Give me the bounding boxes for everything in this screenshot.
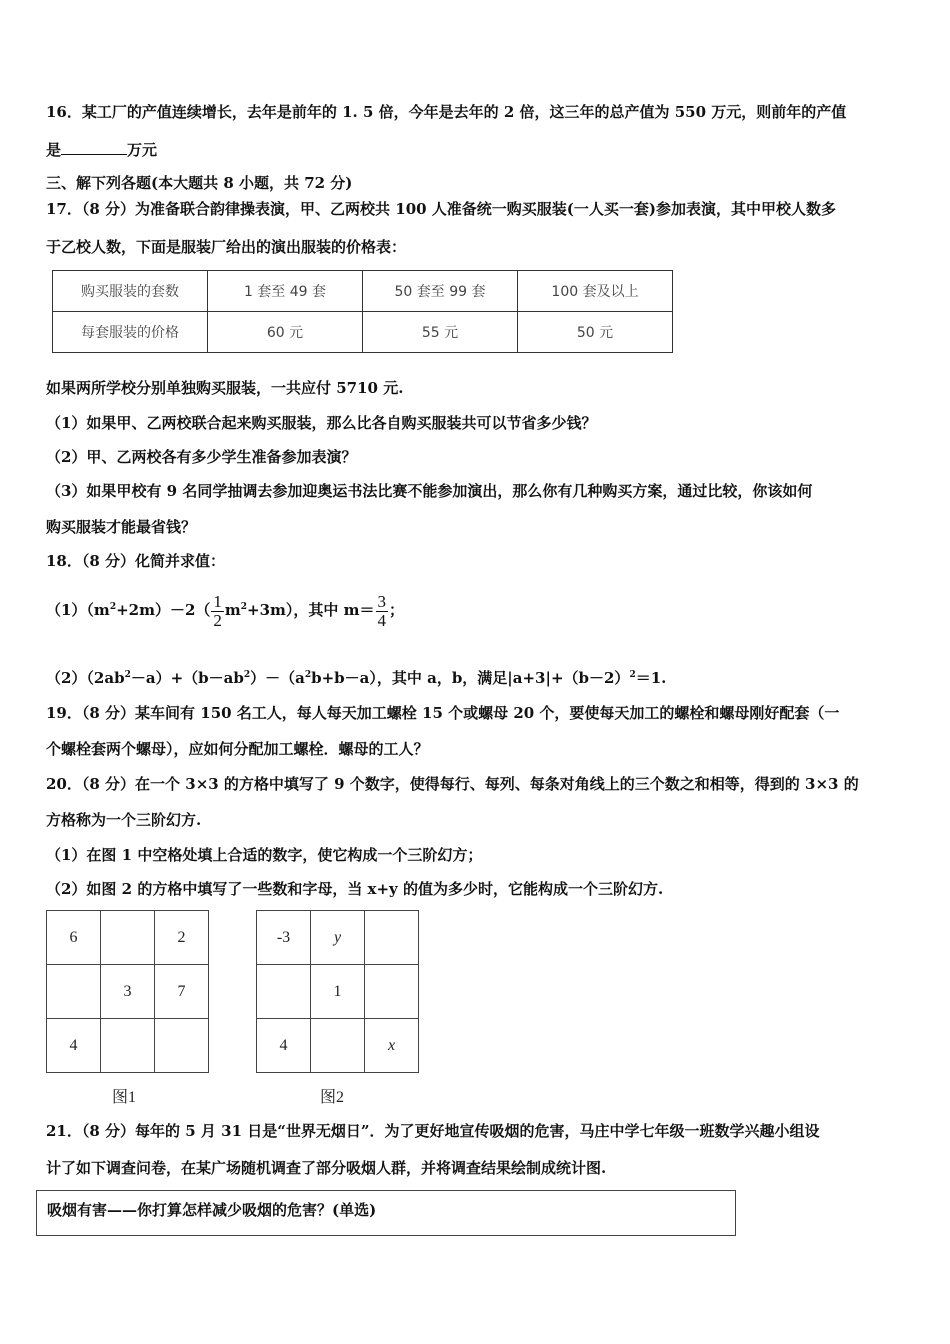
fraction-one-half xyxy=(211,593,224,630)
table-row xyxy=(257,1019,419,1073)
q20-sub2: （2）如图 2 的方格中填写了一些数和字母，当 x+y 的值为多少时，它能构成一个三阶幻方. xyxy=(46,880,664,898)
q18-p1-c: m xyxy=(224,601,241,619)
grid-cell xyxy=(101,911,155,965)
q18-p2-b: －a）+（b－ab xyxy=(130,669,244,687)
fraction-three-quarters xyxy=(376,593,389,630)
q17-line2: 于乙校人数，下面是服装厂给出的演出服装的价格表： xyxy=(46,238,407,256)
grid-cell: y xyxy=(311,911,365,965)
q18-part2 xyxy=(46,668,666,688)
q18-p2-a: （2）（2ab xyxy=(46,669,125,687)
table-row xyxy=(257,911,419,965)
table-row xyxy=(47,965,209,1019)
table-cell: 55 元 xyxy=(363,312,518,353)
fraction-denominator: 4 xyxy=(377,610,387,630)
section-heading: 三、解下列各题(本大题共 8 小题，共 72 分) xyxy=(46,174,353,192)
grid-cell: 2 xyxy=(155,911,209,965)
q17-sub1: （1）如果甲、乙两校联合起来购买服装，那么比各自购买服装共可以节省多少钱？ xyxy=(46,414,597,432)
q17-line3: 如果两所学校分别单独购买服装，一共应付 5710 元. xyxy=(46,379,404,397)
q16-line2-post: 万元 xyxy=(127,141,158,159)
grid-cell: -3 xyxy=(257,911,311,965)
grid-cell: 6 xyxy=(47,911,101,965)
q18-title: 18．（8 分）化简并求值： xyxy=(46,552,226,570)
exponent: 2 xyxy=(243,670,251,680)
q18-p2-e: ＝1. xyxy=(635,669,667,687)
fraction-numerator: 3 xyxy=(377,591,387,611)
q20-line2: 方格称为一个三阶幻方. xyxy=(46,811,202,829)
q21-line2: 计了如下调查问卷，在某广场随机调查了部分吸烟人群，并将调查结果绘制成统计图. xyxy=(46,1159,607,1177)
answer-blank xyxy=(61,140,127,155)
exponent: 2 xyxy=(240,602,248,612)
fraction-denominator: 2 xyxy=(213,610,222,630)
q19-line1: 19．（8 分）某车间有 150 名工人，每人每天加工螺栓 15 个或螺母 20 个，要使每天加工的螺栓和螺母刚好配套（一 xyxy=(46,704,840,722)
grid-cell: 1 xyxy=(311,965,365,1019)
q16-line2-pre: 是 xyxy=(46,141,62,159)
fraction-numerator: 1 xyxy=(213,591,222,611)
table-row xyxy=(257,965,419,1019)
survey-question: 吸烟有害——你打算怎样减少吸烟的危害？(单选) xyxy=(47,1201,377,1219)
magic-square-figure-1 xyxy=(46,910,209,1073)
q18-p1-e: ； xyxy=(389,601,405,619)
q18-p2-c: ）－（a xyxy=(250,669,305,687)
grid-cell xyxy=(365,965,419,1019)
table-row xyxy=(53,271,673,312)
q20-line1: 20．（8 分）在一个 3×3 的方格中填写了 9 个数字，使得每行、每列、每条对角线上的三个数之和相等，得到的 3×3 的 xyxy=(46,775,859,793)
table-cell: 50 元 xyxy=(518,312,673,353)
q17-sub2: （2）甲、乙两校各有多少学生准备参加表演？ xyxy=(46,448,357,466)
price-table xyxy=(52,270,673,353)
figure-2-caption: 图2 xyxy=(320,1089,345,1106)
grid-cell xyxy=(101,1019,155,1073)
q17-sub3a: （3）如果甲校有 9 名同学抽调去参加迎奥运书法比赛不能参加演出，那么你有几种购买方案，通过比较，你该如何 xyxy=(46,482,813,500)
q17-sub3b: 购买服装才能最省钱？ xyxy=(46,518,197,536)
exponent: 2 xyxy=(304,670,312,680)
exponent: 2 xyxy=(124,670,131,680)
table-row xyxy=(47,911,209,965)
survey-box xyxy=(36,1190,736,1236)
grid-cell: 4 xyxy=(47,1019,101,1073)
q16-line1: 16．某工厂的产值连续增长，去年是前年的 1. 5 倍，今年是去年的 2 倍，这三年的总产值为 550 万元，则前年的产值 xyxy=(46,103,847,121)
q18-p1-a: （1）（m xyxy=(46,601,110,619)
table-cell: 购买服装的套数 xyxy=(53,271,208,312)
table-row xyxy=(53,312,673,353)
table-cell: 每套服装的价格 xyxy=(53,312,208,353)
grid-cell: 3 xyxy=(101,965,155,1019)
q21-line1: 21．（8 分）每年的 5 月 31 日是“世界无烟日”．为了更好地宣传吸烟的危害，马庄中学七年级一班数学兴趣小组设 xyxy=(46,1122,820,1140)
q18-p1-d: +3m），其中 m＝ xyxy=(247,601,375,619)
q16-line2 xyxy=(46,140,157,160)
table-cell: 100 套及以上 xyxy=(518,271,673,312)
q18-p1-b: +2m）－2（ xyxy=(116,601,211,619)
figure-1-caption: 图1 xyxy=(112,1089,137,1106)
exponent: 2 xyxy=(629,670,636,680)
table-cell: 1 套至 49 套 xyxy=(208,271,363,312)
grid-cell xyxy=(365,911,419,965)
magic-square-figure-2 xyxy=(256,910,419,1073)
grid-cell xyxy=(257,965,311,1019)
q19-line2: 个螺栓套两个螺母），应如何分配加工螺栓．螺母的工人？ xyxy=(46,740,429,758)
table-cell: 60 元 xyxy=(208,312,363,353)
grid-cell: x xyxy=(365,1019,419,1073)
exponent: 2 xyxy=(109,602,117,612)
q18-part1 xyxy=(46,590,404,630)
grid-cell xyxy=(311,1019,365,1073)
q17-line1: 17．（8 分）为准备联合韵律操表演，甲、乙两校共 100 人准备统一购买服装(一人买一套)参加表演，其中甲校人数多 xyxy=(46,200,836,218)
q20-sub1: （1）在图 1 中空格处填上合适的数字，使它构成一个三阶幻方； xyxy=(46,846,483,864)
grid-cell xyxy=(155,1019,209,1073)
grid-cell xyxy=(47,965,101,1019)
table-row xyxy=(47,1019,209,1073)
grid-cell: 4 xyxy=(257,1019,311,1073)
grid-cell: 7 xyxy=(155,965,209,1019)
table-cell: 50 套至 99 套 xyxy=(363,271,518,312)
q18-p2-d: b+b－a），其中 a，b，满足|a+3|+（b－2） xyxy=(311,669,630,687)
